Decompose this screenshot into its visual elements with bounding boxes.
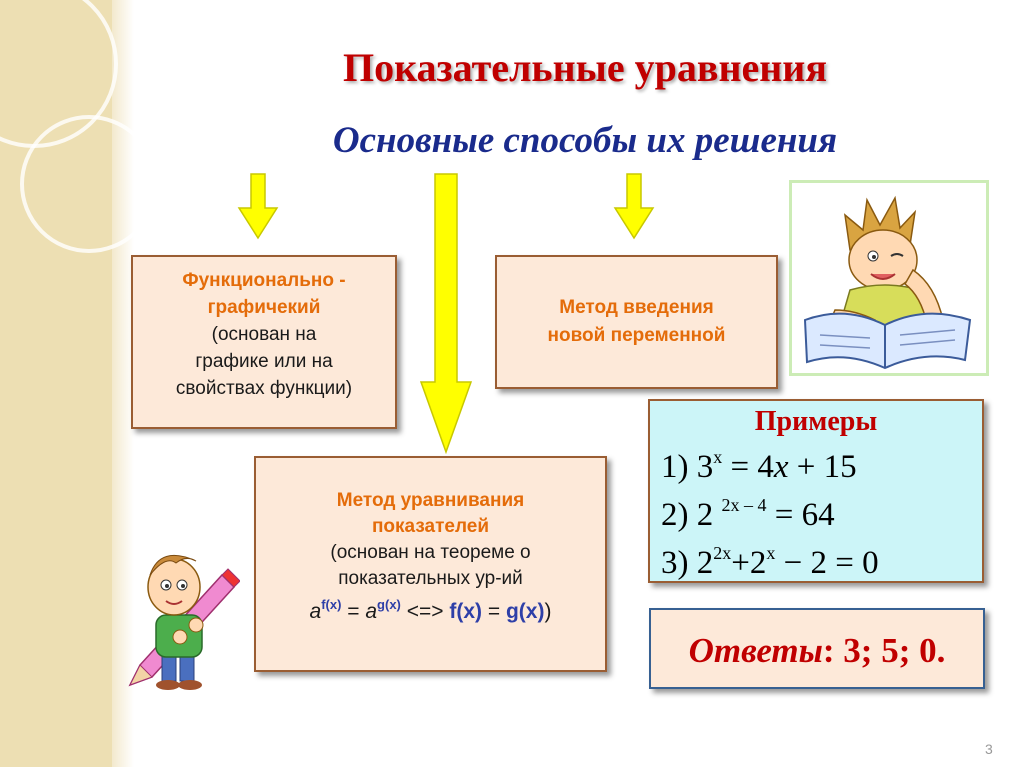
method-substitution-box: [495, 255, 778, 389]
slide-title: Показательные уравнения: [342, 45, 827, 90]
method-heading: новой переменной: [547, 325, 726, 346]
boy-reading-book-illustration: [795, 190, 981, 370]
method-description: (основан на теореме о: [330, 542, 531, 563]
exponent-theorem-formula: $a^{f(x)} = a^{g(x)}$ <=> f(x) = g(x)): [309, 597, 552, 623]
method-description: свойствах функции): [175, 378, 353, 399]
example-item-2: 2) 2 $^{2x - 4}$ = 64: [661, 495, 835, 533]
method-graphical-box: [131, 255, 397, 429]
arrow-down-icon: [236, 172, 280, 240]
example-item-3: 3) $2^{2x}+2^x - 2 = 0$: [661, 543, 879, 581]
arrow-down-icon: [418, 172, 474, 454]
method-exponent-equating-box: [254, 456, 607, 672]
method-heading: показателей: [371, 516, 490, 537]
page-number: 3: [985, 741, 993, 757]
slide-subtitle: Основные способы их решения: [332, 120, 838, 161]
example-item-1: 1) $3^x = 4x + 15$: [661, 447, 857, 485]
method-description: показательных ур-ий: [338, 568, 523, 589]
boy-with-pencil-illustration: [122, 545, 240, 695]
method-heading: Функционально -: [182, 270, 346, 291]
method-heading: Метод введения: [559, 297, 714, 318]
method-description: графике или на: [195, 351, 333, 372]
method-heading: графичекий: [207, 297, 321, 318]
arrow-down-icon: [612, 172, 656, 240]
examples-heading: Примеры: [754, 406, 878, 437]
method-heading: Метод уравнивания: [336, 490, 525, 511]
method-description: (основан на: [211, 324, 317, 345]
examples-box: [648, 399, 984, 583]
answers-box: Ответы: 3; 5; 0.: [649, 608, 985, 689]
